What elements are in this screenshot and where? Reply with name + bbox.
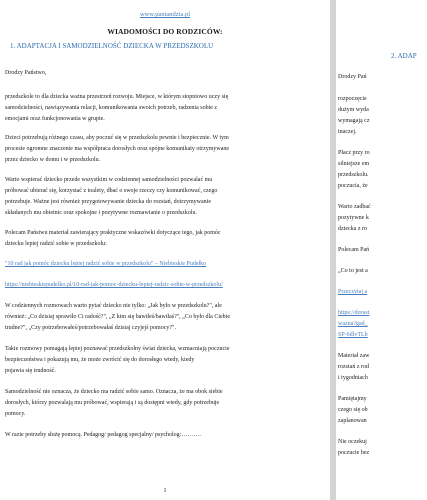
- body-line: Nie oczekuj: [338, 439, 367, 445]
- body-line: przez dziecko w domu i w przedszkolu.: [5, 157, 101, 163]
- body-line: Płacz przy ro: [338, 150, 370, 156]
- page-number: 1: [163, 488, 167, 494]
- body-line: Pamiętajmy: [338, 396, 367, 402]
- top-url-link[interactable]: www.paniandzia.pl: [139, 11, 191, 18]
- body-line: przedszkole to dla dziecka ważna przestrzeń rozwoju. Miejsce, w którym stopniowo uczy się: [5, 94, 229, 100]
- read-link[interactable]: Przeczytaj a: [338, 289, 368, 295]
- body-line: rozpoczęcie: [338, 96, 367, 102]
- section-heading-2: 2. ADAP: [391, 52, 417, 60]
- body-line: „Co to jest a: [338, 268, 368, 274]
- body-line: zaplanowan: [338, 418, 367, 424]
- body-line: składanych mu obietnic oraz spokojne i pozytywne rozmawianie o przedszkolu.: [5, 210, 197, 216]
- body-line: Warto wspierać dziecko przede wszystkim w codziennej samodzielności pozwalać mu: [5, 177, 213, 183]
- article-url-link[interactable]: wazna?gad_: [338, 321, 368, 327]
- body-line: emocjami oraz funkcjonowania w grupie.: [5, 116, 105, 122]
- body-line: dziecka z ro: [338, 226, 367, 232]
- body-line: rozstań z rod: [338, 364, 369, 370]
- body-line: Takie rozmowy pomagają lepiej poznawać przedszkolny świat dziecka, wzmacniają poczucie: [5, 346, 230, 352]
- body-line: Polecam Pań: [338, 247, 370, 253]
- body-line: bezpieczeństwa i pokazują mu, że może zwrócić się do dorosłego wtedy, kiedy: [5, 357, 195, 363]
- document-title: WIADOMOŚCI DO RODZICÓW:: [107, 27, 223, 36]
- body-line: pozytywne k: [338, 215, 369, 221]
- body-line: Dzieci potrzebują różnego czasu, aby poczuć się w przedszkolu pewnie i bezpiecznie. W tym: [5, 135, 229, 141]
- body-line: pojawia się trudność.: [5, 368, 56, 374]
- body-line: wymagają cz: [338, 118, 370, 124]
- body-line: samodzielności, nawiązywania relacji, komunikowania swoich potrzeb, radzenia sobie z: [5, 105, 218, 111]
- body-line: W razie potrzeby służę pomocą. Pedagog/ pedagog specjalny/ psycholog:……….: [5, 432, 201, 438]
- body-line: Materiał zaw: [338, 353, 370, 359]
- body-line: Warto zadbać: [338, 204, 371, 210]
- body-line: poczucie bez: [338, 450, 370, 456]
- body-line: W codziennych rozmowach warto pytać dziecko nie tylko: „Jak było w przedszkolu?", ale: [5, 303, 222, 309]
- section-heading-1: 1. ADAPTACJA I SAMODZIELNOŚĆ DZIECKA W PRZEDSZKOLU: [10, 42, 214, 50]
- article-title-link[interactable]: "10 rad jak pomóc dziecku lepiej radzić sobie w przedszkolu" – Niebieskie Pudełko: [5, 261, 207, 267]
- body-line: Polecam Państwu materiał zawierający praktyczne wskazówki dotyczące tego, jak pomóc: [5, 230, 221, 236]
- body-line: dużym wyda: [338, 107, 369, 113]
- body-line: potrzebuje. Ważne jest również przygotowywanie dziecka do rozstań, dotrzymywanie: [5, 199, 211, 205]
- body-line: poczucia, że: [338, 183, 368, 189]
- body-line: trudne?", „Czy potrzebowałeś/potrzebowałaś dzisiaj czyjejś pomocy?".: [5, 325, 177, 331]
- body-line: Drodzy Pań: [338, 74, 367, 80]
- body-line: dorosłych, którzy pozwalają mu próbować, wspierają i są dostępni wtedy, gdy potrzebuje: [5, 400, 220, 406]
- body-line: również: „Co dzisiaj sprawiło Ci radość?", „Z kim się bawiłeś/bawiłaś?", „Co było dla Ciebie: [5, 314, 231, 320]
- body-line: czego się ob: [338, 407, 368, 413]
- article-url-link[interactable]: SP-6dlvTLb: [338, 332, 368, 338]
- document-page-2: [336, 0, 427, 500]
- body-line: inaczej.: [338, 129, 357, 135]
- body-line: pomocy.: [5, 411, 26, 417]
- body-line: przedszkolu.: [338, 172, 369, 178]
- body-line: próbować ubierać się, korzystać z toalety, dbać o swoje rzeczy czy komunikować, czego: [5, 188, 218, 194]
- article-url-link[interactable]: https://niebieskiepudelko.pl/10-rad-jak-pomoc-dziecku-lepiej-radzic-sobie-w-przedszkolu/: [5, 282, 223, 288]
- body-line: dziecku lepiej radzić sobie w przedszkolu:: [5, 241, 107, 247]
- body-line: silniejsze em: [338, 161, 370, 167]
- article-url-link[interactable]: https://dorast: [338, 310, 370, 316]
- body-line: Drodzy Państwo,: [5, 70, 47, 76]
- body-line: i tygodniach: [338, 375, 368, 381]
- body-line: Samodzielność nie oznacza, że dziecko ma radzić sobie samo. Oznacza, że ma obok siebie: [5, 389, 223, 395]
- body-line: procesie ogromne znaczenie ma współpraca dorosłych oraz spójne komunikaty otrzymywane: [5, 146, 230, 152]
